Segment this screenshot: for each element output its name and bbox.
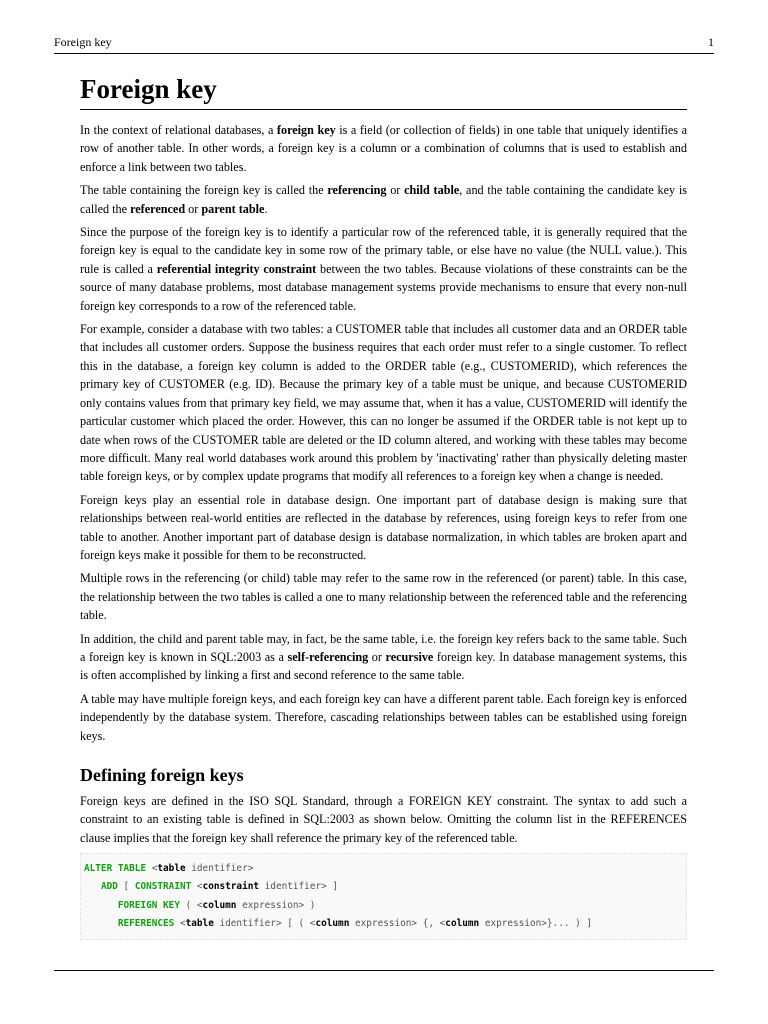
paragraph-self-referencing: In addition, the child and parent table may, in fact, be the same table, i.e. the foreign key refers back to the same table. Such a foreign key is known in SQL:2003 as a self-referencing or recursive foreign key. In database management systems, this is often accomplished by linking a first and second reference to the same table. (80, 631, 687, 683)
code-line: ADD [ CONSTRAINT <constraint identifier> ] (100, 881, 339, 893)
term-recursive: recursive (385, 649, 434, 664)
paragraph-example: For example, consider a database with two tables: a CUSTOMER table that includes all customer data and an ORDER table that includes all customer orders. Suppose the business requires that each order must refer to a single customer. To reflect this in the database, a foreign key column is added to the ORDER table (e.g., CUSTOMERID), which references the primary key of CUSTOMER (e.g. ID). Because the primary key of a table must be unique, and because CUSTOMERID only contains values from that primary key field, we may assume that, when it has a value, CUSTOMERID will identify the particular customer which placed the order. However, this can no longer be assumed if the ORDER table is not kept up to date when rows of the CUSTOMER table are deleted or the ID column altered, and working with these tables may become more difficult. Many real world databases work around this problem by 'inactivating' rather than physically deleting master table foreign keys, or by complex update programs that modify all references to a foreign key when a change is needed. (80, 322, 687, 484)
term-referential-integrity: referential integrity constraint (156, 261, 317, 276)
article-body (80, 72, 687, 940)
running-header-title: Foreign key (54, 35, 112, 49)
term-parent-table: parent table (201, 201, 265, 216)
code-line: FOREIGN KEY ( <column expression> ) (117, 899, 316, 911)
running-header (54, 35, 714, 54)
term-foreign-key: foreign key (276, 123, 336, 137)
footer-rule (54, 970, 714, 971)
paragraph-defining: Foreign keys are defined in the ISO SQL Standard, through a FOREIGN KEY constraint. The syntax to add such a constraint to an existing table is defined in SQL:2003 as shown below. Omitting the column list in the REFERENCES clause implies that the foreign key shall reference the primary key of the referenced table. (80, 794, 687, 845)
term-referenced: referenced (130, 201, 186, 216)
term-referencing: referencing (327, 183, 387, 198)
paragraph-design-role: Foreign keys play an essential role in database design. One important part of database design is making sure that relationships between real-world entities are reflected in the database by references, using foreign keys to refer from one table to another. Another important part of database design is database normalization, in which tables are broken apart and foreign keys make it possible for them to be reconstructed. (80, 492, 687, 562)
paragraph-multiple-keys: A table may have multiple foreign keys, and each foreign key can have a different parent table. Each foreign key is enforced independently by the database system. Therefore, cascading relationships between tables can be established using foreign keys. (80, 691, 687, 743)
page-title: Foreign key (80, 72, 687, 110)
paragraph-referencing: The table containing the foreign key is called the referencing or child table, and the table containing the candidate key is called the referenced or parent table. (80, 183, 687, 216)
paragraph-intro: In the context of relational databases, a foreign key is a field (or collection of fields) in one table that uniquely identifies a row of another table. In other words, a foreign key is a column or a combination of columns that is used to establish and enforce a link between two tables. (80, 123, 687, 174)
paragraph-one-to-many: Multiple rows in the referencing (or child) table may refer to the same row in the referenced (or parent) table. In this case, the relationship between the two tables is called a one to many relationship between the referenced table and the referencing table. (80, 571, 687, 623)
code-line: REFERENCES <table identifier> [ ( <column expression> {, <column expression>}... ) ] (117, 917, 593, 929)
term-child-table: child table (404, 183, 460, 198)
term-self-referencing: self-referencing (287, 649, 369, 664)
sql-code-block (80, 853, 687, 940)
page-number: 1 (708, 35, 714, 49)
code-line: ALTER TABLE <table identifier> (84, 863, 254, 875)
paragraph-integrity: Since the purpose of the foreign key is to identify a particular row of the referenced table, it is generally required that the foreign key is equal to the candidate key in some row of the primary table, or else have no value (the NULL value.). This rule is called a referential integrity constraint between the two tables. Because violations of these constraints can be the source of many database problems, most database management systems provide mechanisms to ensure that every non-null foreign key corresponds to a row of the referenced table. (80, 225, 687, 313)
section-heading: Defining foreign keys (80, 765, 244, 785)
